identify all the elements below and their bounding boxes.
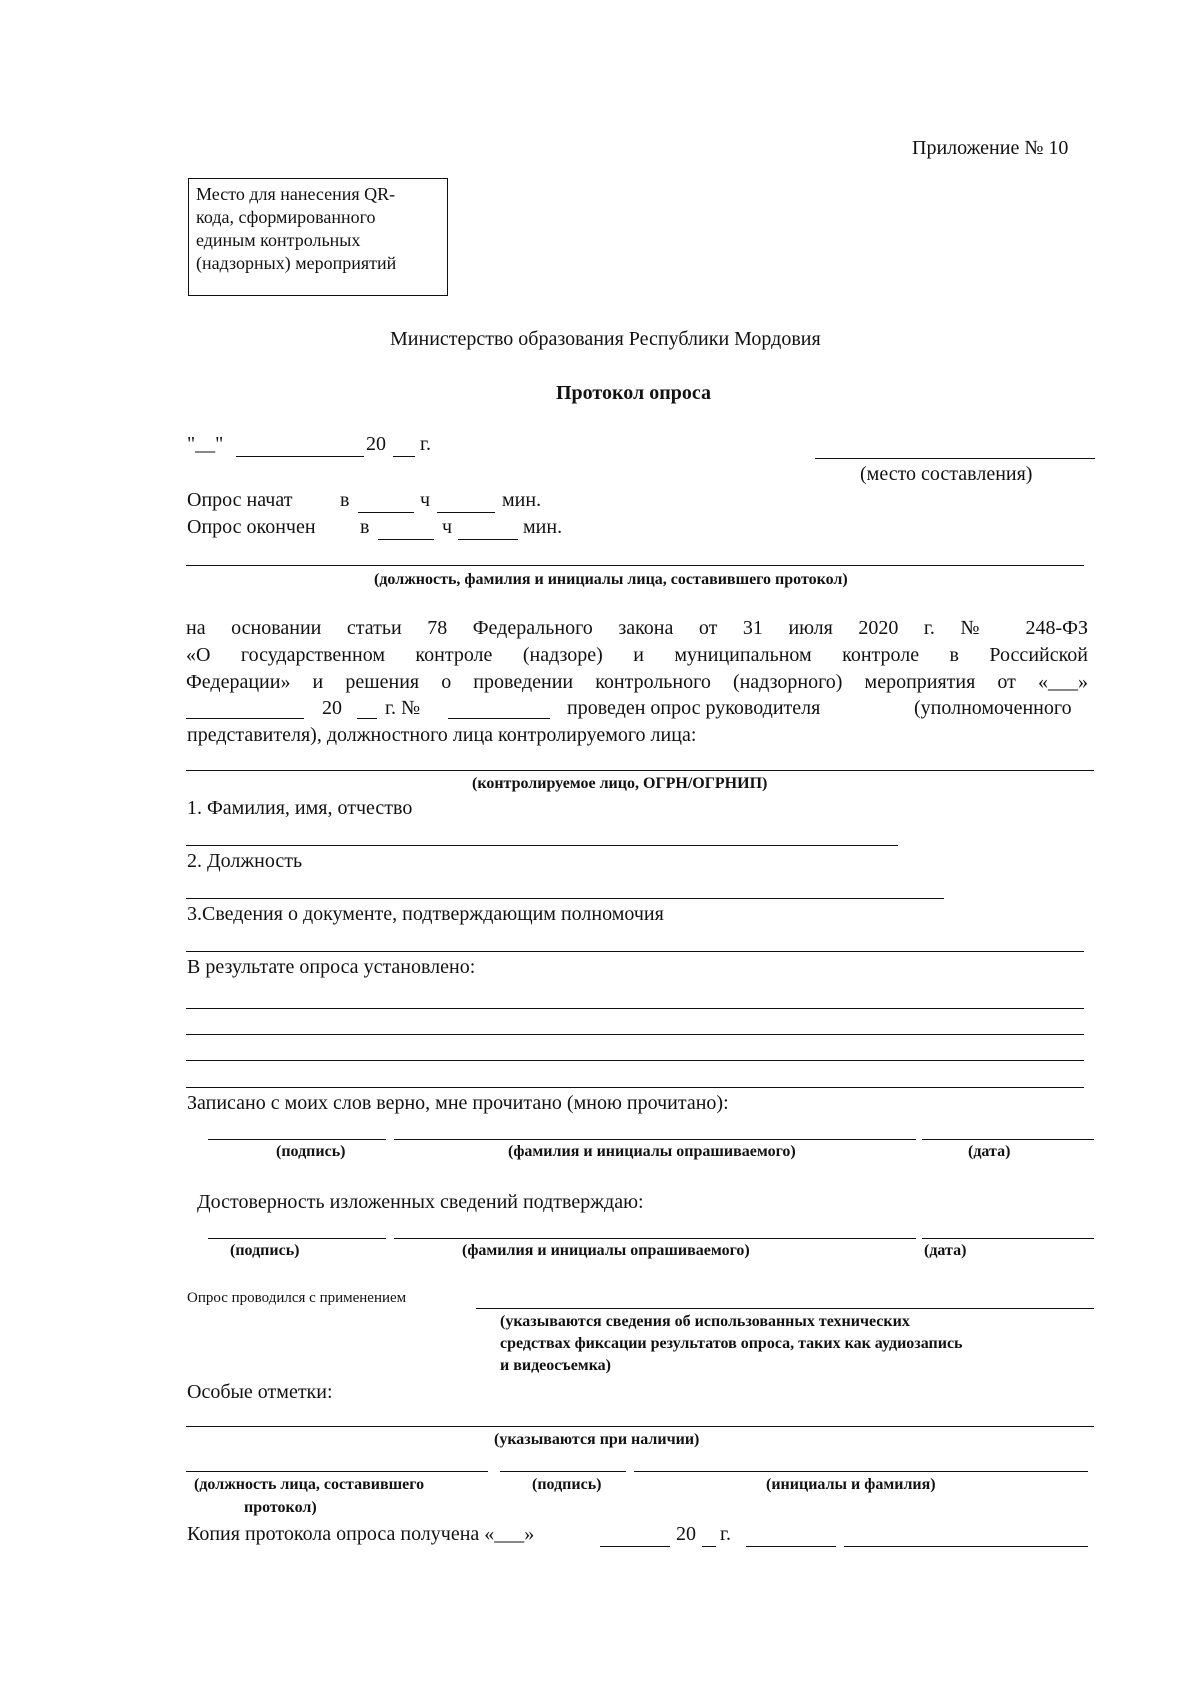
started-minutes-line [437,512,495,513]
field-result: В результате опроса установлено: [187,956,476,978]
confirm-sign-line [208,1238,386,1239]
signer-position-line [186,1471,488,1472]
qr-box-line: (надзорных) мероприятий [196,253,397,273]
basis-authorized: (уполномоченного [914,697,1072,719]
ministry-name: Министерство образования Республики Мордовия [390,328,821,350]
qr-box-line: Место для нанесения QR- [196,184,396,204]
confirm-sign-caption: (подпись) [230,1242,300,1259]
started-minutes-label: мин. [502,489,542,511]
recorded-name-line [394,1139,916,1140]
document-title: Протокол опроса [556,382,711,404]
confirm-name-caption: (фамилия и инициалы опрашиваемого) [462,1242,750,1259]
tech-caption-line-2: средствах фиксации результатов опроса, таких как аудиозапись [500,1335,963,1352]
qr-code-placeholder [188,178,448,296]
place-line [815,458,1095,459]
fio-line [186,845,898,846]
field-fio: 1. Фамилия, имя, отчество [187,797,413,819]
signer-sign-line [500,1471,626,1472]
started-label: Опрос начат [187,489,293,511]
tech-caption-line-3: и видеосъемка) [500,1357,612,1374]
started-hours-line [358,512,414,513]
ended-minutes-label: мин. [523,516,563,538]
basis-line-3: Федерации» и решения о проведении контрольного (надзорного) мероприятия от «___» [186,671,1088,693]
date-year-prefix: 20 [366,433,386,455]
ended-hours-line [378,539,434,540]
basis-survey-text: проведен опрос руководителя [567,697,821,719]
copy-year: 20 [676,1523,696,1545]
copy-year-suffix: г. [720,1523,731,1545]
recorded-date-line [922,1139,1094,1140]
result-line [186,1060,1084,1061]
tech-caption-line-1: (указываются сведения об использованных технических [500,1313,910,1330]
ended-label: Опрос окончен [187,516,316,538]
field-document: 3.Сведения о документе, подтверждающим полномочия [187,903,664,925]
result-line [186,1008,1084,1009]
basis-line-5: представителя), должностного лица контролируемого лица: [187,724,697,746]
confirm-name-line [394,1238,916,1239]
basis-number-label: г. № [385,697,421,719]
signer-initials-caption: (инициалы и фамилия) [766,1476,936,1493]
copy-sign-line [746,1546,836,1547]
signer-initials-line [634,1471,1088,1472]
copy-date-line [600,1546,670,1547]
basis-date-line [186,718,304,719]
result-line [186,1034,1084,1035]
appendix-number: Приложение № 10 [912,137,1069,159]
controlled-line [186,770,1094,771]
copy-year-line [702,1546,716,1547]
date-day-quotes: "__" [187,433,224,455]
recorded-name-caption: (фамилия и инициалы опрашиваемого) [508,1143,796,1160]
copy-name-line [844,1546,1088,1547]
compiler-caption: (должность, фамилия и инициалы лица, составившего протокол) [374,571,848,588]
recorded-sign-caption: (подпись) [276,1143,346,1160]
basis-year-line [357,718,377,719]
ended-hours-label: ч [442,516,453,538]
tech-label: Опрос проводился с применением [187,1290,407,1306]
recorded-sign-line [208,1139,386,1140]
qr-box-line: кода, сформированного [196,207,376,227]
controlled-caption: (контролируемое лицо, ОГРН/ОГРНИП) [472,775,768,792]
started-hours-label: ч [420,489,431,511]
position-line [186,898,944,899]
field-position: 2. Должность [187,850,303,872]
tech-line [476,1308,1094,1309]
signer-sign-caption: (подпись) [532,1476,602,1493]
basis-line-2: «О государственном контроле (надзоре) и муниципальном контроле в Российской [186,644,1088,666]
qr-box-line: единым контрольных [196,230,361,250]
ended-minutes-line [458,539,518,540]
basis-year: 20 [322,697,342,719]
recorded-text: Записано с моих слов верно, мне прочитано (мною прочитано): [187,1092,729,1114]
document-line [186,951,1084,952]
notes-line [186,1426,1094,1427]
date-year-suffix: г. [420,433,431,455]
notes-label: Особые отметки: [187,1381,333,1403]
notes-caption: (указываются при наличии) [494,1431,700,1448]
result-line [186,1087,1084,1088]
signer-position-caption-2: протокол) [244,1499,317,1516]
signer-position-caption-1: (должность лица, составившего [194,1476,425,1493]
basis-line-1: на основании статьи 78 Федерального закона от 31 июля 2020 г. № 248-ФЗ [186,617,1088,639]
ended-in: в [360,516,370,538]
started-in: в [340,489,350,511]
compiler-line [186,565,1084,566]
copy-received-text: Копия протокола опроса получена «___» [187,1523,535,1545]
basis-number-line [448,718,550,719]
date-year-line [393,456,415,457]
date-month-line [236,456,364,457]
place-caption: (место составления) [860,463,1033,485]
recorded-date-caption: (дата) [968,1143,1011,1160]
confirm-date-caption: (дата) [924,1242,967,1259]
confirm-text: Достоверность изложенных сведений подтверждаю: [197,1191,644,1213]
confirm-date-line [922,1238,1094,1239]
